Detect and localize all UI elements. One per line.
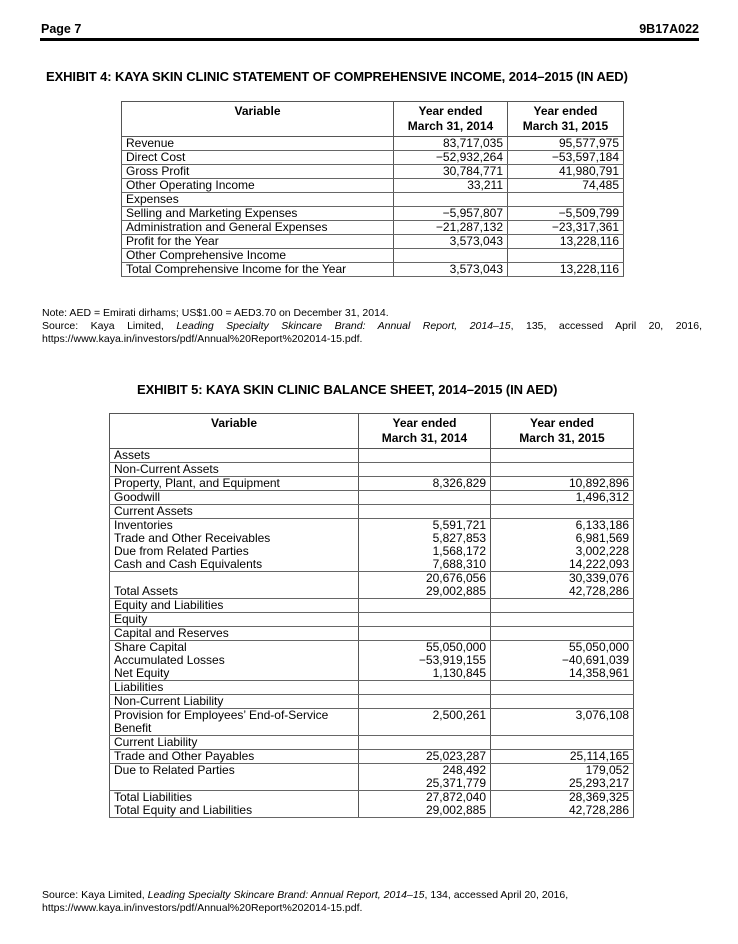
value-2014: 25,023,287	[359, 750, 491, 764]
header-line: March 31, 2015	[519, 431, 605, 445]
page-header	[40, 21, 699, 41]
table-header-row	[110, 414, 634, 449]
row-label: Profit for the Year	[122, 235, 394, 249]
value-2015	[508, 193, 624, 207]
row-label: Cash and Cash Equivalents	[114, 557, 263, 571]
table-row-group-totals	[110, 791, 634, 818]
value-2015: −40,691,039	[561, 653, 629, 667]
row-label: Current Liability	[110, 736, 359, 750]
income-statement-table	[121, 101, 624, 277]
row-label: Equity	[110, 613, 359, 627]
row-label: Total Assets	[110, 572, 359, 599]
value-2014	[359, 695, 491, 709]
exhibit-4-note: Note: AED = Emirati dirhams; US$1.00 = AED3.70 on December 31, 2014.	[42, 307, 389, 319]
row-label: Selling and Marketing Expenses	[122, 207, 394, 221]
value-2014: 83,717,035	[394, 137, 508, 151]
values-2014	[359, 791, 491, 818]
value-2014: 1,568,172	[432, 544, 486, 558]
row-label: Provision for Employees’ End-of-Service Benefit	[110, 709, 359, 736]
value-2014: 8,326,829	[359, 477, 491, 491]
table-row	[122, 165, 624, 179]
row-label: Total Liabilities	[114, 790, 193, 804]
value-2015: −5,509,799	[508, 207, 624, 221]
row-labels	[110, 791, 359, 818]
value-2014: −52,932,264	[394, 151, 508, 165]
source-title: Leading Specialty Skincare Brand: Annual Report, 2014–15	[176, 320, 511, 332]
case-number: 9B17A022	[639, 22, 699, 36]
row-label: Revenue	[122, 137, 394, 151]
value-2015: 6,133,186	[575, 518, 629, 532]
table-row	[110, 505, 634, 519]
table-row-group-current-assets	[110, 519, 634, 572]
row-label: Other Operating Income	[122, 179, 394, 193]
table-row	[110, 477, 634, 491]
current-assets-subtotal-2015: 30,339,076	[568, 571, 629, 585]
value-2014	[359, 599, 491, 613]
row-label: Goodwill	[110, 491, 359, 505]
table-header-row	[122, 102, 624, 137]
value-2015: 13,228,116	[508, 263, 624, 277]
value-2014: 3,573,043	[394, 235, 508, 249]
row-label: Expenses	[122, 193, 394, 207]
row-label: Accumulated Losses	[114, 653, 225, 667]
row-label: Property, Plant, and Equipment	[110, 477, 359, 491]
row-label: Non-Current Assets	[110, 463, 359, 477]
table-row	[122, 137, 624, 151]
value-2014: 30,784,771	[394, 165, 508, 179]
row-label: Assets	[110, 449, 359, 463]
value-2014	[359, 491, 491, 505]
table-row-group-current-liabilities	[110, 764, 634, 791]
value-2015: 95,577,975	[508, 137, 624, 151]
row-label: Trade and Other Receivables	[114, 531, 271, 545]
header-line: Year ended	[418, 104, 483, 118]
table-row	[122, 249, 624, 263]
value-2015: 3,002,228	[575, 544, 629, 558]
row-label: Total Comprehensive Income for the Year	[122, 263, 394, 277]
value-2014	[359, 613, 491, 627]
value-2015: 14,358,961	[568, 666, 629, 680]
values-2015	[491, 791, 634, 818]
table-row	[122, 151, 624, 165]
row-label: Total Equity and Liabilities	[114, 803, 253, 817]
value-2014	[394, 249, 508, 263]
value-2015: 3,076,108	[491, 709, 634, 736]
value-2015	[491, 599, 634, 613]
value-2014: 29,002,885	[425, 584, 486, 598]
source-suffix: , 134, accessed April 20, 2016,	[424, 889, 569, 901]
table-row	[122, 179, 624, 193]
table-row	[110, 681, 634, 695]
value-2014: 29,002,885	[425, 803, 486, 817]
row-label: Gross Profit	[122, 165, 394, 179]
value-2015: 42,728,286	[568, 584, 629, 598]
value-2014: 1,130,845	[432, 666, 486, 680]
row-label: Other Comprehensive Income	[122, 249, 394, 263]
row-label: Equity and Liabilities	[110, 599, 359, 613]
row-label: Direct Cost	[122, 151, 394, 165]
row-labels	[110, 641, 359, 681]
row-label: Non-Current Liability	[110, 695, 359, 709]
column-header-variable: Variable	[122, 102, 394, 137]
value-2014: 55,050,000	[425, 640, 486, 654]
table-row	[110, 613, 634, 627]
value-2015: 179,052	[585, 763, 629, 777]
table-row	[110, 491, 634, 505]
row-label: Current Assets	[110, 505, 359, 519]
header-line: Year ended	[533, 104, 598, 118]
source-url: https://www.kaya.in/investors/pdf/Annual%20Report%202014-15.pdf.	[42, 902, 363, 914]
row-label: Inventories	[114, 518, 173, 532]
value-2015	[491, 449, 634, 463]
table-row-group-assets-totals	[110, 572, 634, 599]
column-header-2014	[394, 102, 508, 137]
source-prefix: Source: Kaya Limited,	[42, 320, 177, 332]
header-line: Year ended	[529, 416, 595, 430]
value-2015: −53,597,184	[508, 151, 624, 165]
exhibit-5-source	[42, 889, 702, 915]
table-row	[122, 193, 624, 207]
value-2014	[359, 736, 491, 750]
row-label: Capital and Reserves	[110, 627, 359, 641]
table-row	[110, 736, 634, 750]
row-labels	[110, 519, 359, 572]
value-2014	[359, 627, 491, 641]
exhibit-4-source	[42, 320, 702, 346]
header-line: March 31, 2015	[522, 119, 609, 133]
value-2015: 41,980,791	[508, 165, 624, 179]
exhibit-4-title: EXHIBIT 4: KAYA SKIN CLINIC STATEMENT OF COMPREHENSIVE INCOME, 2014–2015 (IN AED)	[46, 69, 628, 84]
table-row	[122, 207, 624, 221]
values-2014	[359, 764, 491, 791]
value-2015	[491, 681, 634, 695]
exhibit-5-title: EXHIBIT 5: KAYA SKIN CLINIC BALANCE SHEET, 2014–2015 (IN AED)	[137, 382, 558, 397]
header-line: Year ended	[392, 416, 457, 430]
column-header-2015	[508, 102, 624, 137]
row-label: Administration and General Expenses	[122, 221, 394, 235]
page-number: Page 7	[41, 22, 82, 36]
table-row	[110, 449, 634, 463]
value-2014	[359, 463, 491, 477]
current-assets-subtotal-2014: 20,676,056	[425, 571, 486, 585]
value-2015: 14,222,093	[568, 557, 629, 571]
value-2014: 27,872,040	[425, 790, 486, 804]
values-2014	[359, 519, 491, 572]
row-label: Share Capital	[114, 640, 187, 654]
value-2015	[491, 695, 634, 709]
value-2015	[491, 613, 634, 627]
table-row	[110, 627, 634, 641]
values-2015	[491, 572, 634, 599]
value-2015: 55,050,000	[568, 640, 629, 654]
table-row	[110, 709, 634, 736]
value-2015: 6,981,569	[575, 531, 629, 545]
value-2015: 28,369,325	[568, 790, 629, 804]
value-2015: 42,728,286	[568, 803, 629, 817]
row-label: Due from Related Parties	[114, 544, 249, 558]
value-2014: −5,957,807	[394, 207, 508, 221]
table-row	[122, 221, 624, 235]
value-2015: 25,114,165	[491, 750, 634, 764]
row-label: Net Equity	[114, 666, 170, 680]
value-2014: 7,688,310	[432, 557, 486, 571]
column-header-2015	[491, 414, 634, 449]
table-row	[122, 263, 624, 277]
value-2014: 5,591,721	[432, 518, 486, 532]
value-2014: 2,500,261	[359, 709, 491, 736]
current-liabilities-subtotal-2015: 25,293,217	[568, 776, 629, 790]
table-row	[110, 695, 634, 709]
values-2014	[359, 572, 491, 599]
value-2014: 5,827,853	[432, 531, 486, 545]
value-2015	[491, 736, 634, 750]
balance-sheet-table	[109, 413, 634, 818]
column-header-variable: Variable	[110, 414, 359, 449]
header-line: March 31, 2014	[407, 119, 494, 133]
value-2015: 10,892,896	[491, 477, 634, 491]
value-2015: 74,485	[508, 179, 624, 193]
value-2014: −53,919,155	[418, 653, 486, 667]
table-row	[110, 463, 634, 477]
value-2015	[508, 249, 624, 263]
row-label: Due to Related Parties	[110, 764, 359, 791]
value-2015: 1,496,312	[491, 491, 634, 505]
value-2014: 33,211	[394, 179, 508, 193]
source-prefix: Source: Kaya Limited,	[42, 889, 148, 901]
row-label: Liabilities	[110, 681, 359, 695]
table-row	[122, 235, 624, 249]
current-liabilities-subtotal-2014: 25,371,779	[425, 776, 486, 790]
column-header-2014	[359, 414, 491, 449]
row-label: Trade and Other Payables	[110, 750, 359, 764]
value-2014: 248,492	[442, 763, 486, 777]
value-2015	[491, 463, 634, 477]
value-2015: −23,317,361	[508, 221, 624, 235]
value-2015	[491, 627, 634, 641]
values-2015	[491, 519, 634, 572]
value-2015: 13,228,116	[508, 235, 624, 249]
value-2014: 3,573,043	[394, 263, 508, 277]
table-row	[110, 750, 634, 764]
value-2014	[359, 681, 491, 695]
values-2015	[491, 764, 634, 791]
header-line: March 31, 2014	[381, 431, 468, 445]
source-suffix: , 135, accessed April 20, 2016, https://www.kaya.in/investors/pdf/Annual%20Report%202014-15.pdf.	[42, 320, 702, 345]
value-2014	[359, 449, 491, 463]
source-title: Leading Specialty Skincare Brand: Annual Report, 2014–15	[147, 889, 425, 901]
value-2014	[394, 193, 508, 207]
values-2014	[359, 641, 491, 681]
table-row-group-equity	[110, 641, 634, 681]
values-2015	[491, 641, 634, 681]
value-2014: −21,287,132	[394, 221, 508, 235]
value-2014	[359, 505, 491, 519]
value-2015	[491, 505, 634, 519]
table-row	[110, 599, 634, 613]
